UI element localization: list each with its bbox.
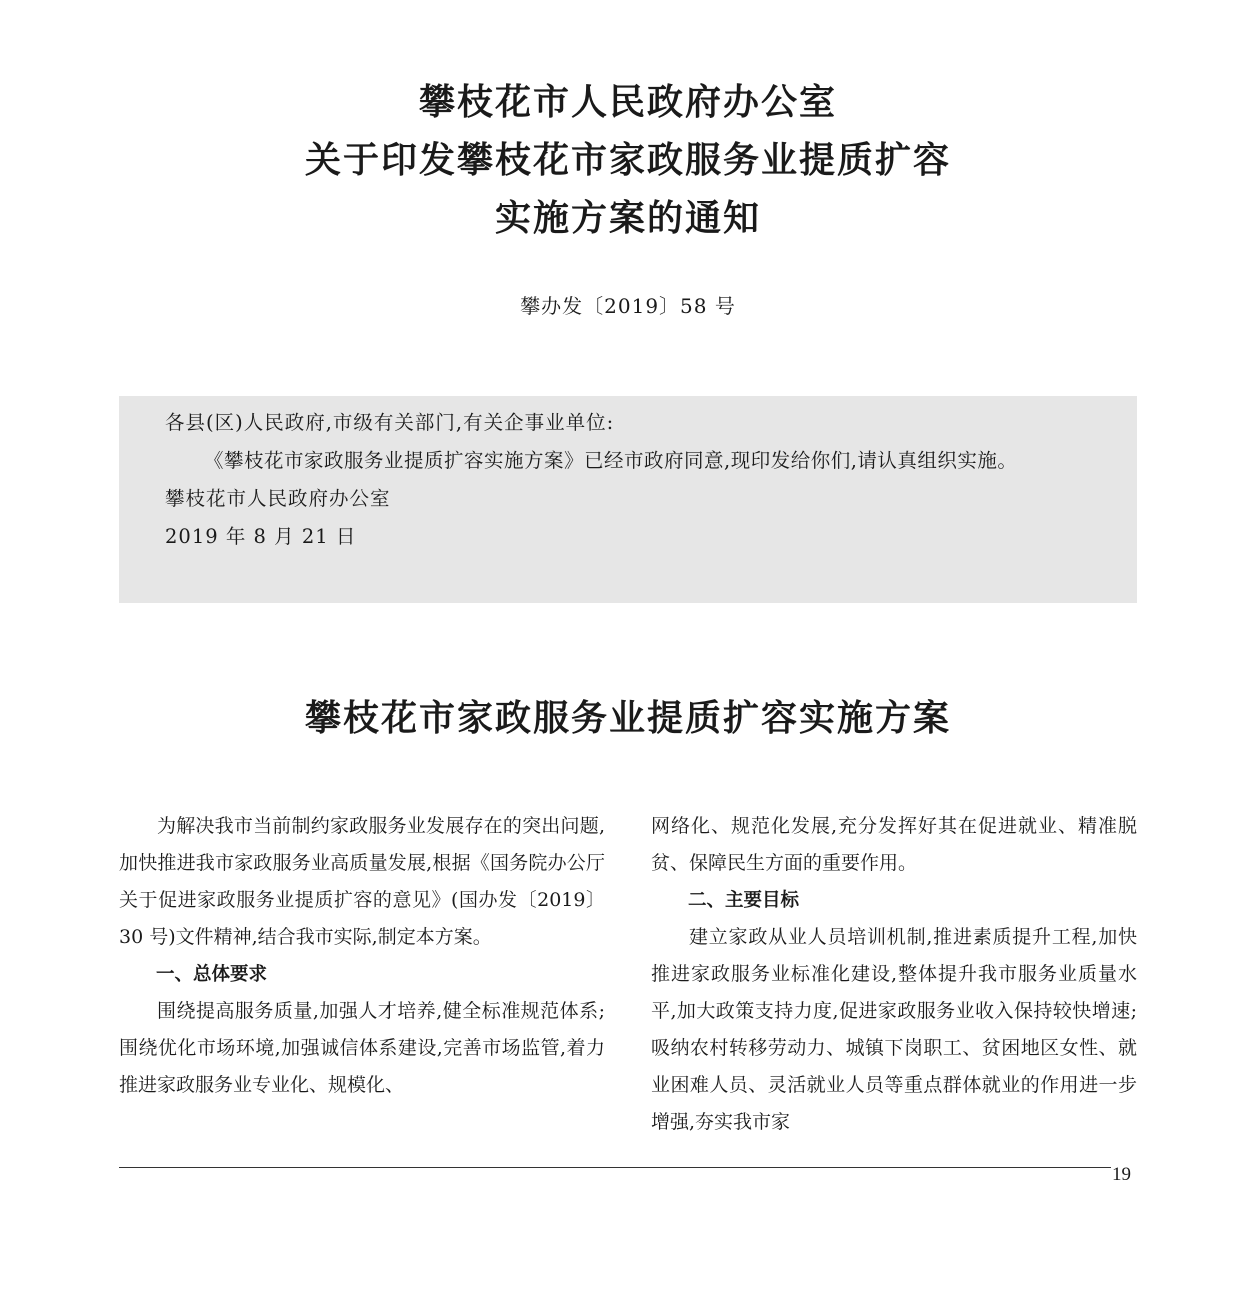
notice-title-line-2: 关于印发攀枝花市家政服务业提质扩容 xyxy=(304,140,951,181)
section-1-heading: 一、总体要求 xyxy=(156,964,268,985)
left-column xyxy=(119,808,605,1104)
notice-body: 《攀枝花市家政服务业提质扩容实施方案》已经市政府同意,现印发给你们,请认真组织实施。 xyxy=(204,449,1018,472)
signature-organization: 攀枝花市人民政府办公室 xyxy=(165,487,391,510)
notice-box xyxy=(119,396,1137,603)
notice-addressee: 各县(区)人民政府,市级有关部门,有关企事业单位: xyxy=(165,411,615,434)
footer-divider xyxy=(119,1167,1111,1168)
plan-title: 攀枝花市家政服务业提质扩容实施方案 xyxy=(304,698,951,739)
notice-title-line-3: 实施方案的通知 xyxy=(494,198,761,239)
notice-title-line-1: 攀枝花市人民政府办公室 xyxy=(418,82,837,123)
document-number: 攀办发〔2019〕58 号 xyxy=(520,294,736,318)
intro-paragraph: 为解决我市当前制约家政服务业发展存在的突出问题,加快推进我市家政服务业高质量发展,根据《国务院办公厅关于促进家政服务业提质扩容的意见》(国办发〔2019〕30 号)文件精神,结合我市实际,制定本方案。 xyxy=(119,815,605,948)
page-number: 19 xyxy=(1112,1164,1131,1185)
section-2-heading: 二、主要目标 xyxy=(688,890,800,911)
signature-date: 2019 年 8 月 21 日 xyxy=(165,525,357,548)
section-2-body: 建立家政从业人员培训机制,推进素质提升工程,加快推进家政服务业标准化建设,整体提升我市服务业质量水平,加大政策支持力度,促进家政服务业收入保持较快增速;吸纳农村转移劳动力、城镇下岗职工、贫困地区女性、就业困难人员、灵活就业人员等重点群体就业的作用进一步增强,夯实我市家 xyxy=(651,926,1137,1133)
section-1-body-continued: 网络化、规范化发展,充分发挥好其在促进就业、精准脱贫、保障民生方面的重要作用。 xyxy=(651,815,1137,874)
notice-title xyxy=(0,74,1256,248)
right-column xyxy=(651,808,1137,1141)
section-1-body: 围绕提高服务质量,加强人才培养,健全标准规范体系;围绕优化市场环境,加强诚信体系建设,完善市场监管,着力推进家政服务业专业化、规模化、 xyxy=(119,1000,605,1096)
